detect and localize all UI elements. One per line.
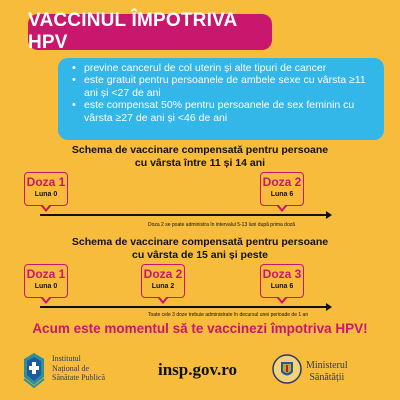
institute-line: Sănătate Publică (52, 373, 106, 382)
scheme1-title-line2: cu vârsta între 11 și 14 ani (134, 156, 266, 169)
dose-pointer (157, 297, 169, 304)
ministry-line: Sănătății (309, 372, 345, 383)
institute-line: Național de (52, 363, 90, 373)
institute-name (52, 354, 105, 383)
ministry-name (306, 360, 348, 384)
scheme2-title (0, 236, 400, 261)
page-title: VACCINUL ÎMPOTRIVA HPV (28, 10, 237, 53)
scheme1-note: Doza 2 se poate administra în intervalul 5-13 luni după prima doză (148, 222, 296, 228)
institute-line: Institutul (52, 354, 81, 363)
dose-month: Luna 2 (151, 283, 175, 290)
dose-label: Doza 2 (143, 267, 183, 281)
info-item: • este gratuit pentru persoanele de ambele sexe cu vârsta ≥11 ani și <27 de ani (84, 74, 376, 99)
dose-month: Luna 0 (34, 191, 58, 198)
scheme2-dose1-card (24, 264, 68, 298)
dose-month: Luna 6 (270, 191, 294, 198)
scheme2-title-line2: cu vârsta de 15 ani și peste (132, 248, 268, 261)
website-link[interactable]: insp.gov.ro (158, 360, 238, 379)
dose-label: Doza 3 (262, 267, 302, 281)
scheme2-dose2-card (141, 264, 185, 298)
info-box (58, 58, 384, 140)
dose-month: Luna 0 (34, 283, 58, 290)
insp-logo-icon (20, 351, 48, 391)
dose-label: Doza 1 (26, 175, 66, 189)
scheme1-title (0, 144, 400, 169)
dose-label: Doza 2 (262, 175, 302, 189)
romania-crest-icon (272, 352, 302, 390)
title-badge (28, 10, 272, 53)
scheme1-timeline (40, 214, 326, 216)
scheme2-note: Toate cele 3 doze trebuie administrate în decursul unei perioade de 1 an (148, 312, 309, 318)
info-item: • este compensat 50% pentru persoanele de sex feminin cu vârsta ≥27 de ani și <46 de ani (84, 99, 376, 124)
scheme1-title-line1: Schema de vaccinare compensată pentru persoane (71, 144, 329, 156)
scheme1-dose2-card (260, 172, 304, 206)
scheme1-dose1-card (24, 172, 68, 206)
info-list (68, 62, 376, 124)
scheme2-dose3-card (260, 264, 304, 298)
dose-pointer (40, 205, 52, 212)
scheme2-timeline (40, 306, 326, 308)
dose-pointer (40, 297, 52, 304)
info-item: • previne cancerul de col uterin și alte tipuri de cancer (84, 62, 376, 74)
ministry-line: Ministerul (306, 360, 348, 371)
dose-pointer (276, 205, 288, 212)
dose-pointer (276, 297, 288, 304)
call-to-action: Acum este momentul să te vaccinezi împotriva HPV! (32, 321, 368, 336)
scheme2-title-line1: Schema de vaccinare compensată pentru persoane (71, 236, 329, 248)
dose-month: Luna 6 (270, 283, 294, 290)
dose-label: Doza 1 (26, 267, 66, 281)
